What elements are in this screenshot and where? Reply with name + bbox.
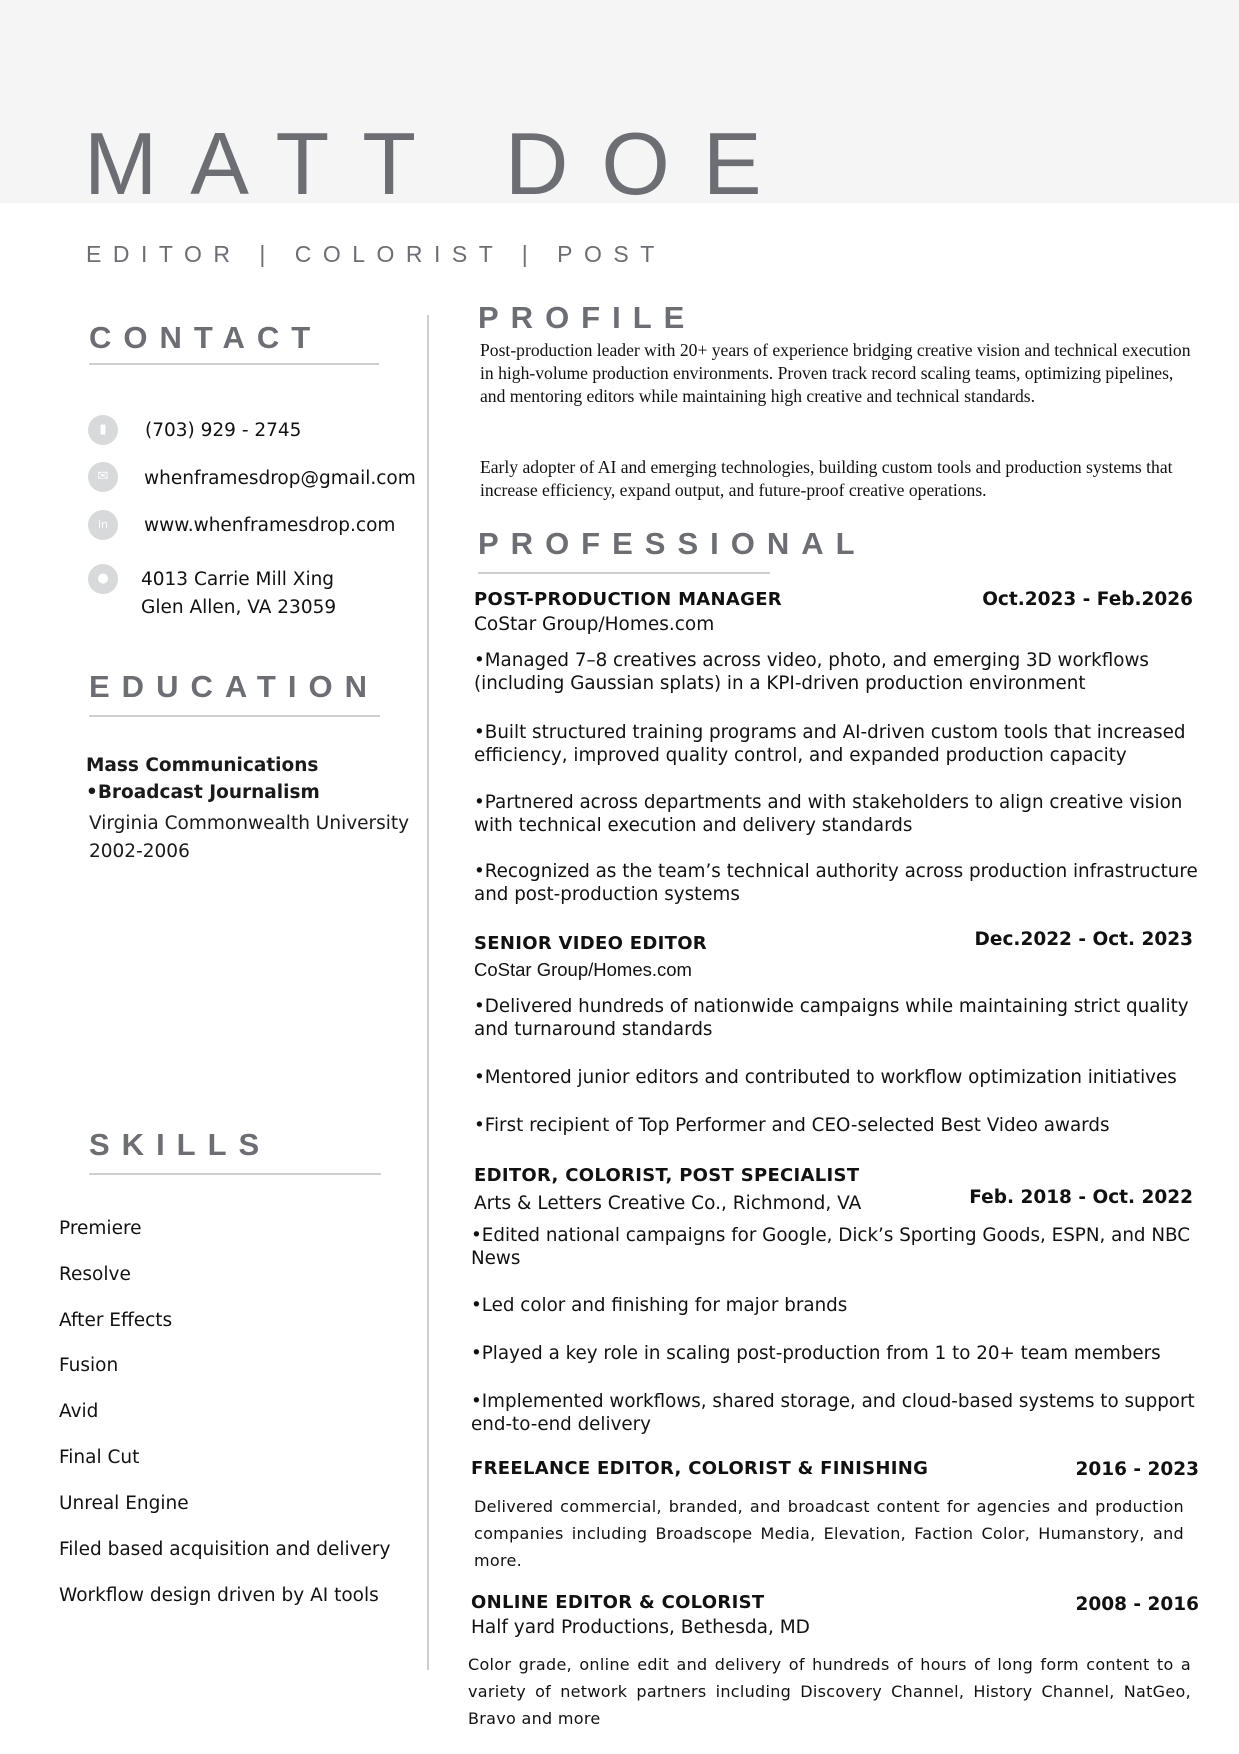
job-bullet: •First recipient of Top Performer and CEO-selected Best Video awards xyxy=(474,1115,1110,1136)
job-title: EDITOR, COLORIST, POST SPECIALIST xyxy=(474,1165,860,1186)
job-description: Color grade, online edit and delivery of hundreds of hours of long form content to a variety of network partners including Discovery Channel, History Channel, NatGeo, Bravo and more xyxy=(468,1655,1191,1728)
job-subtitle: EDITOR | COLORIST | POST xyxy=(86,241,666,267)
contact-email[interactable]: whenframesdrop@gmail.com xyxy=(144,468,416,489)
contact-rule xyxy=(89,363,379,365)
education-school: Virginia Commonwealth University xyxy=(89,813,410,834)
skill-item: Final Cut xyxy=(59,1447,140,1468)
job-dates: Feb. 2018 - Oct. 2022 xyxy=(969,1187,1193,1208)
job-company: Arts & Letters Creative Co., Richmond, VA xyxy=(474,1193,862,1214)
job-bullet: •Played a key role in scaling post-production from 1 to 20+ team members xyxy=(471,1343,1161,1364)
education-years: 2002-2006 xyxy=(89,841,190,862)
job-bullet: •Delivered hundreds of nationwide campaigns while maintaining strict quality and turnaround standards xyxy=(474,996,1189,1040)
profile-heading: PROFILE xyxy=(478,300,697,335)
contact-address-line1: 4013 Carrie Mill Xing xyxy=(141,569,335,590)
job-bullet: •Led color and finishing for major brands xyxy=(471,1295,848,1316)
education-concentration: •Broadcast Journalism xyxy=(86,782,320,803)
job-bullet: •Implemented workflows, shared storage, and cloud-based systems to support end-to-end delivery xyxy=(471,1391,1195,1435)
profile-paragraph-1: Post-production leader with 20+ years of experience bridging creative vision and technical execution in high-volume production environments. Proven track record scaling teams, optimizing pipelines, and mentoring editors while maintaining high creative and technical standards. xyxy=(480,340,1191,406)
job-title: POST-PRODUCTION MANAGER xyxy=(474,589,782,610)
job-bullet: •Managed 7–8 creatives across video, photo, and emerging 3D workflows (including Gaussian splats) in a KPI-driven production environment xyxy=(474,650,1149,694)
education-rule xyxy=(89,715,380,717)
skill-item: Premiere xyxy=(59,1218,142,1239)
skills-rule xyxy=(89,1173,381,1175)
job-bullet: •Built structured training programs and AI-driven custom tools that increased efficiency, improved quality control, and expanded production capacity xyxy=(474,722,1186,766)
contact-heading: CONTACT xyxy=(89,320,323,355)
skill-item: Avid xyxy=(59,1401,99,1422)
skill-item: After Effects xyxy=(59,1310,173,1331)
skill-item: Resolve xyxy=(59,1264,131,1285)
email-icon: ✉ xyxy=(88,462,118,492)
job-dates: 2008 - 2016 xyxy=(1075,1594,1199,1615)
job-bullet: •Recognized as the team’s technical authority across production infrastructure and post-production systems xyxy=(474,861,1198,905)
job-bullet: •Edited national campaigns for Google, Dick’s Sporting Goods, ESPN, and NBC News xyxy=(471,1225,1190,1269)
job-description: Delivered commercial, branded, and broadcast content for agencies and production companies including Broadscope Media, Elevation, Faction Color, Humanstory, and more. xyxy=(474,1497,1184,1570)
skill-item: Filed based acquisition and delivery xyxy=(59,1539,391,1560)
job-company: Half yard Productions, Bethesda, MD xyxy=(471,1617,810,1638)
skills-heading: SKILLS xyxy=(89,1127,272,1162)
column-divider xyxy=(427,315,429,1670)
professional-rule xyxy=(478,572,770,574)
phone-icon: ▮ xyxy=(88,415,118,445)
professional-heading: PROFESSIONAL xyxy=(478,526,867,561)
job-title: SENIOR VIDEO EDITOR xyxy=(474,933,707,954)
job-company: CoStar Group/Homes.com xyxy=(474,614,715,635)
skill-item: Unreal Engine xyxy=(59,1493,189,1514)
job-title: ONLINE EDITOR & COLORIST xyxy=(471,1592,765,1613)
location-icon: ● xyxy=(88,564,118,594)
job-dates: 2016 - 2023 xyxy=(1075,1459,1199,1480)
contact-phone: (703) 929 - 2745 xyxy=(145,420,302,441)
education-heading: EDUCATION xyxy=(89,669,379,704)
contact-website[interactable]: www.whenframesdrop.com xyxy=(144,515,396,536)
job-dates: Dec.2022 - Oct. 2023 xyxy=(974,929,1193,950)
contact-address-line2: Glen Allen, VA 23059 xyxy=(141,597,337,618)
skill-item: Workflow design driven by AI tools xyxy=(59,1585,379,1606)
linkedin-icon: in xyxy=(88,510,118,540)
person-name: MATT DOE xyxy=(84,114,795,213)
education-degree: Mass Communications xyxy=(86,755,319,776)
profile-paragraph-2: Early adopter of AI and emerging technologies, building custom tools and production systems that increase efficiency, expand output, and future-proof creative operations. xyxy=(480,457,1173,500)
job-dates: Oct.2023 - Feb.2026 xyxy=(982,589,1193,610)
job-title: FREELANCE EDITOR, COLORIST & FINISHING xyxy=(471,1458,929,1479)
job-bullet: •Mentored junior editors and contributed to workflow optimization initiatives xyxy=(474,1067,1177,1088)
job-bullet: •Partnered across departments and with stakeholders to align creative vision with technical execution and delivery standards xyxy=(474,792,1183,836)
skill-item: Fusion xyxy=(59,1355,119,1376)
job-company: CoStar Group/Homes.com xyxy=(474,959,692,980)
